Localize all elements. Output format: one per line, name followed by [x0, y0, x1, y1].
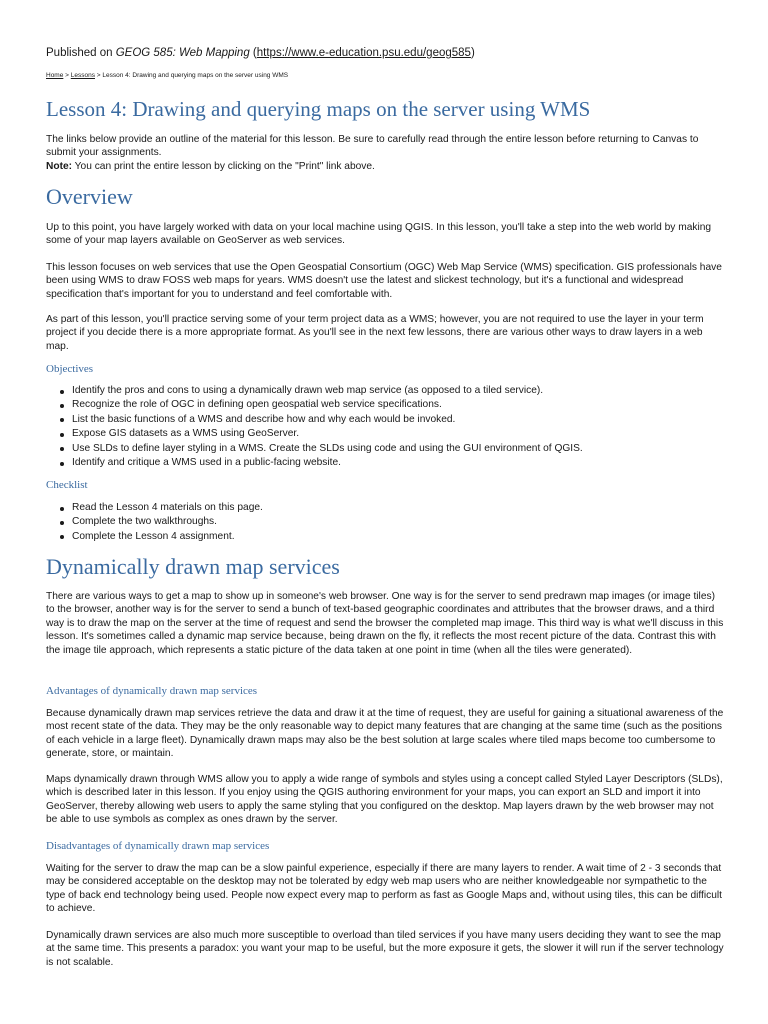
published-prefix: Published on: [46, 47, 116, 59]
list-item: Complete the Lesson 4 assignment.: [46, 530, 726, 544]
intro-text: The links below provide an outline of the material for this lesson. Be sure to carefully read through the entire lesson before returning to Canvas to submit your assignments.: [46, 134, 699, 159]
list-item: Expose GIS datasets as a WMS using GeoServer.: [46, 427, 726, 441]
breadcrumb: [46, 72, 288, 79]
list-item: Identify the pros and cons to using a dynamically drawn web map service (as opposed to a tiled service).: [46, 384, 726, 398]
disadvantages-paragraph-1: Waiting for the server to draw the map can be a slow painful experience, especially if there are many layers to render. A wait time of 2 - 3 seconds that may be considered acceptable on the desktop may not be tolerated by edgy web map users who are neither knowledgeable nor sympathetic to the type of back end technology being used. People now expect every map to perform as fast as Google Maps and, without using tiles, this can be difficult to achieve.: [46, 863, 722, 915]
advantages-paragraph-1: Because dynamically drawn map services retrieve the data and draw it at the time of request, they are useful for gaining a situational awareness of the most recent state of the data. They may be the only reasonable way to depict many features that are changing at the same time (such as the positions of each vehicle in a large fleet). Dynamically drawn maps may also be the best solution at large scales where tiled maps become too cumbersome to generate, store, or maintain.: [46, 708, 724, 760]
lesson-title: Lesson 4: Drawing and querying maps on the server using WMS: [46, 97, 591, 121]
note-text: You can print the entire lesson by clicking on the "Print" link above.: [72, 160, 375, 172]
advantages-heading: Advantages of dynamically drawn map services: [46, 685, 258, 697]
open-paren: (: [249, 47, 257, 59]
list-item: Complete the two walkthroughs.: [46, 515, 726, 529]
advantages-paragraph-2: Maps dynamically drawn through WMS allow you to apply a wide range of symbols and styles using a concept called Styled Layer Descriptors (SLDs), which is described later in this lesson. If you enjoy using the QGIS authoring environment for your maps, you can export an SLD and import it into GeoServer, thereby allowing web users to apply the same styling that you configured on the desktop. Map layers drawn by the web browser may not be able to use symbols as complex as ones drawn by the server.: [46, 774, 723, 826]
checklist-list: [46, 501, 726, 544]
dynamic-paragraph-1: There are various ways to get a map to show up in someone's web browser. One way is for the server to send predrawn map images (or image tiles) to the browser, another way is for the server to send a bunch of text-based geographic coordinates and attributes that the browser draws, and a third way is to draw the map on the server at the time of request and send the browser the completed map image. This third way is what we'll discuss in this lesson. It's sometimes called a dynamic map service because, being drawn on the fly, it reflects the most recent picture of the data. Contrast this with the image tile approach, which represents a static picture of the data taken at one point in time (when all the tiles were generated).: [46, 591, 724, 656]
overview-heading: Overview: [46, 184, 133, 209]
breadcrumb-separator: >: [94, 72, 103, 79]
breadcrumb-separator: >: [63, 72, 71, 79]
objectives-heading: Objectives: [46, 363, 94, 375]
list-item: Recognize the role of OGC in defining open geospatial web service specifications.: [46, 398, 726, 412]
overview-paragraph-1: Up to this point, you have largely worked with data on your local machine using QGIS. In this lesson, you'll take a step into the web world by making some of your map layers available on GeoServer as web services.: [46, 222, 712, 247]
disadvantages-paragraph-2: Dynamically drawn services are also much more susceptible to overload than tiled services if you have many users deciding they want to see the map at the same time. This presents a paradox: you want your map to be useful, but the more exposure it gets, the slower it will run if the server technology is not scalable.: [46, 930, 724, 968]
close-paren: ): [470, 47, 475, 59]
list-item: Identify and critique a WMS used in a public-facing website.: [46, 456, 726, 470]
course-title: GEOG 585: Web Mapping: [115, 47, 250, 59]
list-item: Use SLDs to define layer styling in a WMS. Create the SLDs using code and using the GUI environment of QGIS.: [46, 442, 726, 456]
intro-paragraph: [46, 133, 726, 173]
course-url-link[interactable]: https://www.e-education.psu.edu/geog585: [256, 47, 471, 59]
overview-paragraph-3: As part of this lesson, you'll practice serving some of your term project data as a WMS; however, you are not required to use the layer in your term project if you decide there is a more appropriate format. As you'll see in the next few lessons, there are various other ways to draw layers in a web map.: [46, 314, 704, 352]
overview-paragraph-2: This lesson focuses on web services that use the Open Geospatial Consortium (OGC) Web Map Service (WMS) specification. GIS professionals have been using WMS to draw FOSS web maps for years. WMS doesn't use the latest and slickest technology, but it's a functional and widespread specification that's important for you to understand and feel comfortable with.: [46, 262, 722, 300]
dynamic-heading: Dynamically drawn map services: [46, 554, 340, 579]
breadcrumb-lessons-link[interactable]: Lessons: [70, 72, 95, 79]
published-line: [46, 47, 475, 59]
list-item: List the basic functions of a WMS and describe how and why each would be invoked.: [46, 413, 726, 427]
objectives-list: [46, 384, 726, 470]
breadcrumb-current: Lesson 4: Drawing and querying maps on the server using WMS: [102, 72, 289, 79]
checklist-heading: Checklist: [46, 479, 88, 491]
note-label: Note:: [46, 160, 73, 172]
disadvantages-heading: Disadvantages of dynamically drawn map services: [46, 840, 270, 852]
breadcrumb-home-link[interactable]: Home: [46, 72, 64, 79]
list-item: Read the Lesson 4 materials on this page.: [46, 501, 726, 515]
